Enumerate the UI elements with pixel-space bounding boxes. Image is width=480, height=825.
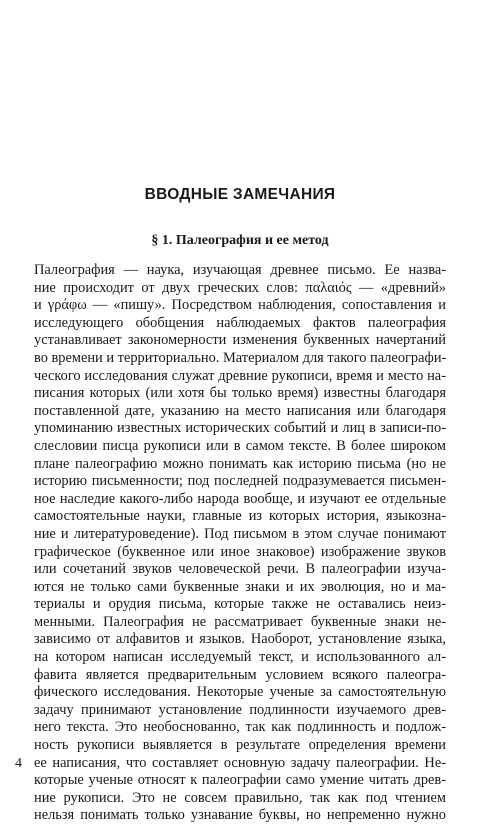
text-line: упоминанию известных исторических событий и лиц в записи-по- [34, 420, 446, 437]
text-line: него текста. Это необоснованно, так как подлинность и подлож- [34, 719, 446, 736]
page-number: 4 [15, 756, 22, 771]
text-line: фавита является предварительным условием всякого палеогра- [34, 666, 446, 683]
section-title: § 1. Палеография и ее метод [151, 233, 329, 248]
text-line: ность рукописи выявляется в результате определения времени [34, 737, 446, 754]
body-paragraph [34, 262, 446, 825]
text-line: которые ученые относят к палеографии само умение читать древ- [34, 772, 446, 789]
text-line: самостоятельные науки, главные из которых история, языкозна- [34, 508, 446, 525]
text-line: во времени и территориально. Материалом для такого палеографи- [34, 349, 446, 366]
text-line: задачу принимают установление подлинности изучаемого древ- [34, 701, 446, 718]
text-line: поставленной дате, указанию на место написания или благодаря [34, 402, 446, 419]
text-line: и γράφω — «пишу». Посредством наблюдения, сопоставления и [34, 297, 446, 314]
text-line: ние и литературоведение). Под письмом в этом случае понимают [34, 525, 446, 542]
text-line: ние рукописи. Это не совсем правильно, так как под чтением [34, 789, 446, 806]
text-line: фического исследования. Некоторые ученые за самостоятельную [34, 684, 446, 701]
text-line: нельзя понимать только узнавание буквы, но непременно нужно [34, 807, 446, 824]
text-line: ние происходит от двух греческих слов: παλαιός — «древний» [34, 279, 446, 296]
text-line: слесловии писца рукописи или в самом тексте. В более широком [34, 437, 446, 454]
text-line: на котором написан исследуемый текст, и использованного ал- [34, 649, 446, 666]
text-line: ное наследие какого-либо народа вообще, и изучают ее отдельные [34, 490, 446, 507]
text-line: ются не только сами буквенные знаки и их эволюция, но и ма- [34, 578, 446, 595]
text-line: историю письменности; под последней подразумевается письмен- [34, 473, 446, 490]
text-line: Палеография — наука, изучающая древнее письмо. Ее назва- [34, 262, 446, 278]
text-line: териалы и орудия письма, которые также не оставались неиз- [34, 596, 446, 613]
text-line: ее написания, что составляет основную задачу палеографии. Не- [34, 754, 446, 771]
text-line: графическое (буквенное или иное знаковое) изображение звуков [34, 543, 446, 560]
text-line: устанавливает закономерности изменения буквенных начертаний [34, 332, 446, 349]
text-line: или сочетаний звуков человеческой речи. В палеографии изуча- [34, 561, 446, 578]
text-line: ческого исследования служат древние рукописи, время и место на- [34, 367, 446, 384]
text-line: менными. Палеография не рассматривает буквенные знаки не- [34, 613, 446, 630]
chapter-title: ВВОДНЫЕ ЗАМЕЧАНИЯ [144, 186, 336, 203]
text-line: зависимо от алфавитов и языков. Наоборот, установление языка, [34, 631, 446, 648]
text-line: плане палеографию можно понимать как историю письма (но не [34, 455, 446, 472]
text-line: писания которых (или хотя бы только время) известны благодаря [34, 385, 446, 402]
text-line: исследующего обобщения наблюдаемых фактов палеография [34, 314, 446, 331]
